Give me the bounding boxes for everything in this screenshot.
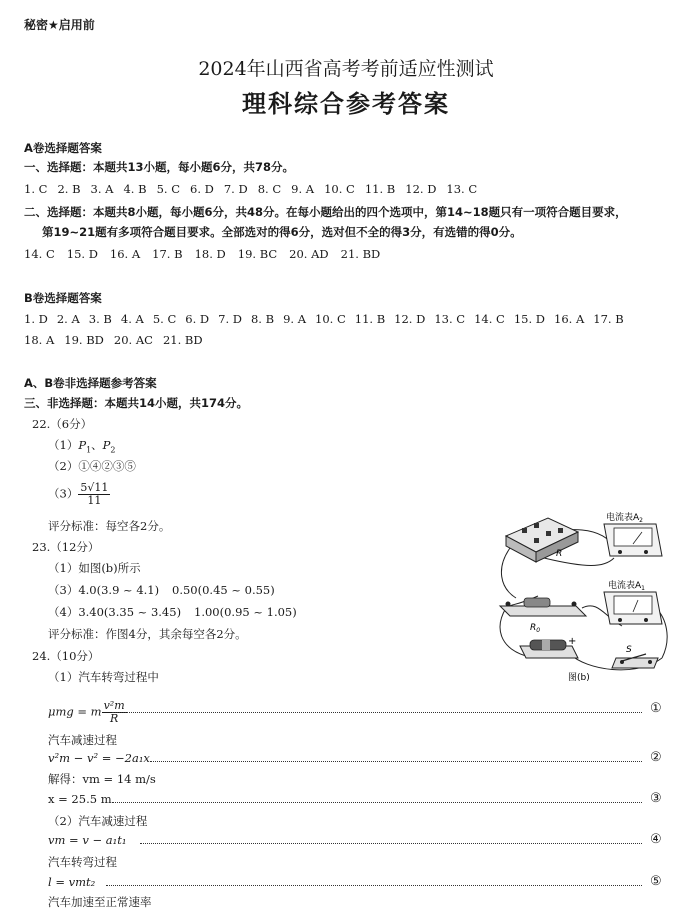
answer-item: 13. C — [446, 182, 478, 196]
exam-title: 2024年山西省高考考前适应性测试 — [198, 58, 494, 80]
resistor-label — [530, 623, 540, 634]
q22-answer1 — [48, 437, 116, 458]
q24-step2: 汽车减速过程 — [48, 733, 117, 747]
eq-number-3: ③ — [650, 791, 662, 806]
q22-a1-p: P — [78, 438, 87, 452]
q23-scoring: 评分标准：作图4分，其余每空各2分。 — [48, 627, 247, 641]
q24-eq6: l = vmt₂ — [48, 875, 96, 889]
switch — [612, 654, 658, 668]
battery-plus-label: + — [568, 636, 577, 647]
leader-dots-3 — [112, 802, 642, 803]
part3-description: 三、非选择题：本题共14小题，共174分。 — [24, 396, 249, 410]
q23-label: 23.（12分） — [32, 540, 100, 554]
q24-label: 24.（10分） — [32, 649, 100, 663]
q22-a1-p2: P — [102, 438, 111, 452]
q24-step3: （2）汽车减速过程 — [48, 814, 148, 828]
answer-item: 5. C — [152, 312, 177, 326]
q22-a1-prefix: （1） — [48, 438, 79, 452]
answer-item: 3. A — [90, 182, 114, 196]
q22-a3-fraction — [78, 482, 110, 507]
eq-number-4: ④ — [650, 832, 662, 847]
leader-dots-4 — [140, 843, 642, 844]
q24-eq5: vm = v − a₁t₁ — [48, 833, 127, 847]
q24-eq1-denominator: R — [109, 712, 119, 725]
q22-answer2: （2）①④②③⑤ — [48, 459, 136, 473]
answer-item: 12. D — [405, 182, 437, 196]
ammeter-a2-label-sub: 2 — [639, 517, 643, 524]
part2-description-line2: 第19~21题有多项符合题目要求。全部选对的得6分，选对但不全的得3分，有选错的得0分。 — [42, 225, 522, 239]
ammeter-a2-label — [606, 511, 643, 524]
answer-item: 15. D — [513, 312, 546, 326]
q22-a1-sep: 、 — [91, 438, 103, 452]
secret-label: 秘密★启用前 — [24, 18, 95, 32]
answer-item: 3. B — [88, 312, 112, 326]
resistor-label-sub: 0 — [536, 627, 541, 634]
eq-number-1: ① — [650, 701, 662, 716]
q23-answer4: （4）3.40(3.35 ~ 3.45) — [48, 605, 182, 619]
answer-item: 9. A — [291, 182, 315, 196]
answer-item: 19. BC — [237, 247, 278, 261]
q24-eq1-numerator: v²m — [103, 699, 125, 712]
answer-item: 10. C — [315, 312, 346, 326]
q22-a1-sub2: 2 — [110, 445, 116, 455]
q23-answer3: （3）4.0(3.9 ~ 4.1) — [48, 583, 160, 597]
ammeter-a1 — [604, 592, 662, 624]
q22-a1-sub1: 1 — [86, 445, 92, 455]
answer-item: 20. AD — [289, 247, 329, 261]
answer-item: 10. C — [324, 182, 355, 196]
q24-step5: 汽车加速至正常速率 — [48, 895, 152, 909]
part1-answers — [24, 181, 487, 198]
answer-item: 7. D — [218, 312, 242, 326]
eq-number-2: ② — [650, 750, 662, 765]
answer-item: 18. D — [194, 247, 226, 261]
answer-item: 2. A — [56, 312, 80, 326]
q23-answer4b: 1.00(0.95 ~ 1.05) — [194, 605, 297, 619]
answer-item: 11. B — [354, 312, 386, 326]
q22-a3-denominator: 11 — [87, 494, 102, 507]
section-b-heading: B卷选择题答案 — [24, 291, 102, 305]
circuit-figure — [486, 508, 676, 688]
part2-description-line1: 二、选择题：本题共8小题，每小题6分，共48分。在每小题给出的四个选项中，第14~18题只有一项符合题目要求， — [24, 205, 627, 219]
q22-answer3 — [48, 482, 110, 507]
answer-item: 11. B — [364, 182, 396, 196]
ammeter-a2 — [604, 524, 662, 556]
answer-item: 17. B — [593, 312, 624, 326]
answer-item: 1. D — [24, 312, 48, 326]
rheostat-label: R — [556, 549, 563, 559]
q22-label: 22.（6分） — [32, 417, 93, 431]
answer-item: 9. A — [283, 312, 307, 326]
q23-answer1: （1）如图(b)所示 — [48, 561, 141, 575]
q22-scoring: 评分标准：每空各2分。 — [48, 519, 171, 533]
q23-answer3b: 0.50(0.45 ~ 0.55) — [172, 583, 275, 597]
section-b-answers-line2 — [24, 332, 213, 349]
q22-a3-prefix: （3） — [48, 486, 79, 501]
answer-item: 18. A — [24, 333, 55, 347]
answer-item: 14. C — [24, 247, 55, 261]
answer-item: 4. A — [120, 312, 144, 326]
switch-label: S — [626, 645, 632, 655]
leader-dots-1 — [112, 712, 642, 713]
q24-eq4: x = 25.5 m — [48, 792, 112, 806]
rheostat — [506, 518, 578, 562]
answer-item: 8. C — [257, 182, 282, 196]
leader-dots-5 — [106, 885, 642, 886]
leader-dots-2 — [150, 761, 642, 762]
answer-item: 21. BD — [340, 247, 381, 261]
answer-item: 19. BD — [64, 333, 104, 347]
section-b-answers-line1 — [24, 311, 633, 328]
section-a-heading: A卷选择题答案 — [24, 141, 102, 155]
answer-item: 5. C — [156, 182, 180, 196]
answer-item: 16. A — [109, 247, 141, 261]
answer-item: 12. D — [394, 312, 426, 326]
eq-number-5: ⑤ — [650, 874, 662, 889]
answer-item: 14. C — [474, 312, 505, 326]
resistor-label-text: R — [530, 623, 537, 633]
q24-step4: 汽车转弯过程 — [48, 855, 117, 869]
answer-item: 17. B — [152, 247, 183, 261]
q24-step1: （1）汽车转弯过程中 — [48, 670, 159, 684]
answer-item: 6. D — [185, 312, 210, 326]
figure-caption: 图(b) — [568, 673, 590, 683]
answer-item: 21. BD — [162, 333, 203, 347]
section-c-heading: A、B卷非选择题参考答案 — [24, 376, 157, 390]
answer-item: 1. C — [24, 182, 48, 196]
ammeter-a1-label-sub: 1 — [641, 585, 645, 592]
answer-item: 16. A — [554, 312, 585, 326]
answer-item: 20. AC — [113, 333, 153, 347]
part1-description: 一、选择题：本题共13小题，每小题6分，共78分。 — [24, 160, 295, 174]
q24-eq1-left: μmg = m — [48, 704, 102, 719]
answer-item: 6. D — [190, 182, 214, 196]
q24-eq2: v²m − v² = −2a₁x — [48, 751, 150, 765]
answer-item: 7. D — [223, 182, 248, 196]
answer-item: 8. B — [250, 312, 275, 326]
ammeter-a1-label — [608, 579, 645, 592]
answer-item: 15. D — [66, 247, 98, 261]
ammeter-a1-label-text: 电流表A — [608, 581, 642, 591]
answer-item: 2. B — [57, 182, 81, 196]
answer-item: 4. B — [123, 182, 147, 196]
q24-eq3: 解得：vm = 14 m/s — [48, 772, 156, 786]
answer-item: 13. C — [434, 312, 466, 326]
ammeter-a2-label-text: 电流表A — [606, 513, 640, 523]
part2-answers — [24, 246, 392, 263]
resistor-r0 — [500, 598, 586, 616]
q22-a3-numerator: 5√11 — [80, 481, 109, 494]
exam-subtitle: 理科综合参考答案 — [242, 90, 450, 118]
